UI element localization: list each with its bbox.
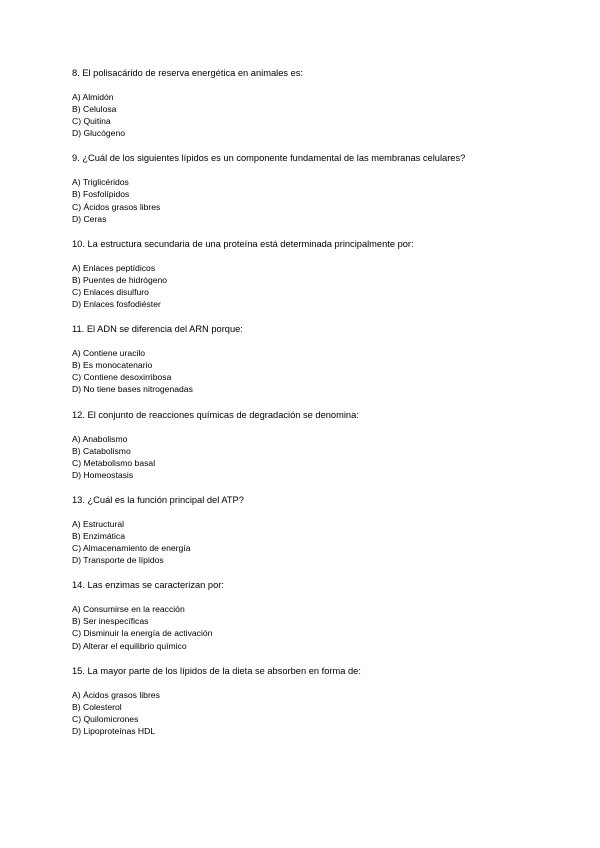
question-text: 9. ¿Cuál de los siguientes lípidos es un componente fundamental de las membranas celulares? bbox=[72, 153, 466, 164]
answer-option: D) No tiene bases nitrogenadas bbox=[72, 384, 193, 395]
answer-option: A) Contiene uracilo bbox=[72, 348, 146, 359]
answer-option: A) Triglicéridos bbox=[72, 177, 129, 188]
answer-option: B) Fosfolípidos bbox=[72, 189, 130, 200]
question-text: 14. Las enzimas se caracterizan por: bbox=[72, 580, 224, 591]
question-8 bbox=[72, 67, 552, 139]
answer-option: D) Enlaces fosfodiéster bbox=[72, 299, 161, 310]
answer-options bbox=[72, 262, 552, 310]
answer-option: B) Ser inespecíficas bbox=[72, 616, 149, 627]
answer-option: B) Puentes de hidrógeno bbox=[72, 274, 168, 285]
answer-options bbox=[72, 603, 552, 651]
question-text: 13. ¿Cuál es la función principal del ATP? bbox=[72, 494, 244, 505]
answer-option: C) Ácidos grasos libres bbox=[72, 201, 161, 212]
question-text: 8. El polisacárido de reserva energética en animales es: bbox=[72, 68, 304, 78]
answer-option: A) Ácidos grasos libres bbox=[72, 689, 160, 700]
answer-option: D) Ceras bbox=[72, 213, 107, 224]
question-text: 12. El conjunto de reacciones químicas de degradación se denomina: bbox=[72, 409, 359, 420]
question-15 bbox=[72, 665, 552, 737]
answer-option: A) Anabolismo bbox=[72, 433, 128, 444]
answer-option: B) Es monocatenario bbox=[72, 360, 153, 371]
answer-options bbox=[72, 433, 552, 481]
question-14 bbox=[72, 579, 552, 651]
answer-option: C) Almacenamiento de energía bbox=[72, 543, 191, 554]
question-text: 11. El ADN se diferencia del ARN porque: bbox=[72, 324, 243, 335]
answer-option: C) Quitina bbox=[72, 116, 111, 127]
question-13 bbox=[72, 494, 552, 566]
answer-option: B) Colesterol bbox=[72, 701, 122, 712]
answer-options bbox=[72, 91, 552, 139]
question-list bbox=[72, 67, 552, 750]
answer-option: B) Catabolismo bbox=[72, 445, 131, 456]
question-text: 15. La mayor parte de los lípidos de la dieta se absorben en forma de: bbox=[72, 665, 361, 676]
question-12 bbox=[72, 409, 552, 481]
question-9 bbox=[72, 152, 552, 224]
answer-option: D) Alterar el equilibrio químico bbox=[72, 640, 187, 651]
answer-option: A) Enlaces peptídicos bbox=[72, 262, 156, 273]
answer-option: D) Transporte de lípidos bbox=[72, 555, 164, 566]
answer-options bbox=[72, 518, 552, 566]
answer-option: D) Homeostasis bbox=[72, 469, 134, 480]
question-10 bbox=[72, 238, 552, 310]
answer-option: C) Disminuir la energía de activación bbox=[72, 628, 213, 639]
answer-option: A) Consumirse en la reacción bbox=[72, 604, 185, 615]
answer-options bbox=[72, 176, 552, 224]
answer-options bbox=[72, 689, 552, 737]
answer-options bbox=[72, 347, 552, 395]
answer-option: C) Enlaces disulfuro bbox=[72, 286, 149, 297]
answer-option: C) Contiene desoxirribosa bbox=[72, 372, 172, 383]
question-text: 10. La estructura secundaria de una proteína está determinada principalmente por: bbox=[72, 238, 414, 249]
answer-option: A) Estructural bbox=[72, 518, 125, 529]
answer-option: C) Metabolismo basal bbox=[72, 457, 156, 468]
question-11 bbox=[72, 323, 552, 395]
answer-option: D) Glucógeno bbox=[72, 128, 126, 139]
answer-option: A) Almidón bbox=[72, 92, 114, 102]
answer-option: B) Celulosa bbox=[72, 104, 117, 115]
answer-option: B) Enzimática bbox=[72, 530, 126, 541]
answer-option: D) Lipoproteínas HDL bbox=[72, 725, 156, 736]
answer-option: C) Quilomicrones bbox=[72, 713, 139, 724]
